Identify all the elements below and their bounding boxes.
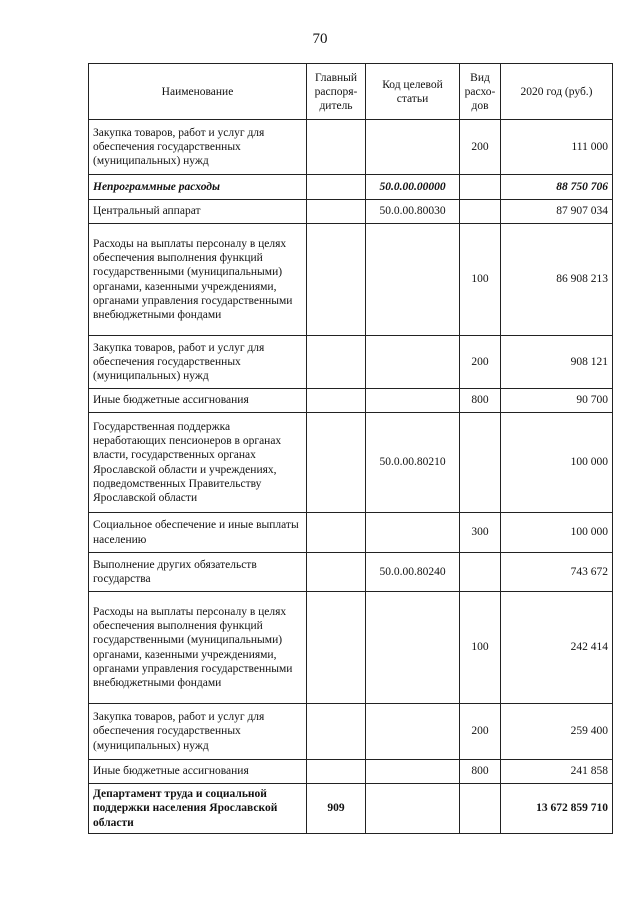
- row-admin: 909: [307, 784, 366, 834]
- row-admin: [307, 200, 366, 224]
- row-name: Социальное обеспечение и иные выплаты населению: [89, 513, 307, 553]
- row-code: [366, 592, 460, 704]
- row-admin: [307, 224, 366, 336]
- row-name: Департамент труда и социальной поддержки населения Ярославской области: [89, 784, 307, 834]
- row-name: Иные бюджетные ассигнования: [89, 389, 307, 413]
- row-name: Расходы на выплаты персоналу в целях обеспечения выполнения функций государственными (муниципальными) органами, казенными учреждениями, органами управления государственными внебюджетными фондами: [89, 592, 307, 704]
- row-amount: 86 908 213: [501, 224, 613, 336]
- table-row: [89, 336, 613, 389]
- row-expense-type: [460, 200, 501, 224]
- row-name: Закупка товаров, работ и услуг для обеспечения государственных (муниципальных) нужд: [89, 704, 307, 760]
- row-admin: [307, 120, 366, 175]
- row-expense-type: 200: [460, 336, 501, 389]
- header-code: Код целевой статьи: [366, 64, 460, 120]
- table-row: [89, 704, 613, 760]
- row-name: Закупка товаров, работ и услуг для обеспечения государственных (муниципальных) нужд: [89, 120, 307, 175]
- row-expense-type: 800: [460, 760, 501, 784]
- row-expense-type: [460, 175, 501, 200]
- row-name: Центральный аппарат: [89, 200, 307, 224]
- row-amount: 87 907 034: [501, 200, 613, 224]
- row-amount: 241 858: [501, 760, 613, 784]
- row-expense-type: 200: [460, 704, 501, 760]
- row-expense-type: 800: [460, 389, 501, 413]
- table-row: [89, 224, 613, 336]
- row-admin: [307, 553, 366, 592]
- row-admin: [307, 760, 366, 784]
- row-admin: [307, 513, 366, 553]
- row-admin: [307, 704, 366, 760]
- row-admin: [307, 175, 366, 200]
- row-amount: 100 000: [501, 513, 613, 553]
- row-expense-type: 200: [460, 120, 501, 175]
- table-row: [89, 389, 613, 413]
- header-amount: 2020 год (руб.): [501, 64, 613, 120]
- row-admin: [307, 336, 366, 389]
- row-code: [366, 224, 460, 336]
- row-code: [366, 336, 460, 389]
- header-row: [89, 64, 613, 120]
- table-row: [89, 175, 613, 200]
- row-amount: 743 672: [501, 553, 613, 592]
- row-amount: 111 000: [501, 120, 613, 175]
- row-name: Расходы на выплаты персоналу в целях обеспечения выполнения функций государственными (муниципальными) органами, казенными учреждениями, органами управления государственными внебюджетными фондами: [89, 224, 307, 336]
- header-expense-type: Вид расхо- дов: [460, 64, 501, 120]
- row-name: Иные бюджетные ассигнования: [89, 760, 307, 784]
- row-amount: 100 000: [501, 413, 613, 513]
- row-amount: 908 121: [501, 336, 613, 389]
- row-code: [366, 760, 460, 784]
- budget-table: [88, 63, 613, 834]
- row-name: Государственная поддержка неработающих пенсионеров в органах власти, государственных органах Ярославской области и учреждениях, подведомственных Правительству Ярославской области: [89, 413, 307, 513]
- row-code: [366, 513, 460, 553]
- row-code: [366, 120, 460, 175]
- row-name: Закупка товаров, работ и услуг для обеспечения государственных (муниципальных) нужд: [89, 336, 307, 389]
- table-row: [89, 592, 613, 704]
- row-code: 50.0.00.00000: [366, 175, 460, 200]
- table-row: [89, 413, 613, 513]
- row-code: [366, 389, 460, 413]
- row-name: Непрограммные расходы: [89, 175, 307, 200]
- row-expense-type: [460, 413, 501, 513]
- row-admin: [307, 413, 366, 513]
- row-code: 50.0.00.80240: [366, 553, 460, 592]
- table-row: [89, 784, 613, 834]
- row-amount: 90 700: [501, 389, 613, 413]
- row-code: 50.0.00.80030: [366, 200, 460, 224]
- row-code: 50.0.00.80210: [366, 413, 460, 513]
- row-amount: 13 672 859 710: [501, 784, 613, 834]
- table-row: [89, 760, 613, 784]
- row-amount: 88 750 706: [501, 175, 613, 200]
- row-expense-type: [460, 784, 501, 834]
- row-expense-type: 100: [460, 224, 501, 336]
- row-admin: [307, 389, 366, 413]
- table-row: [89, 513, 613, 553]
- table-row: [89, 200, 613, 224]
- row-expense-type: 300: [460, 513, 501, 553]
- page-number: 70: [312, 31, 328, 47]
- header-admin: Главный распоря- дитель: [307, 64, 366, 120]
- row-amount: 242 414: [501, 592, 613, 704]
- row-code: [366, 704, 460, 760]
- header-name: Наименование: [89, 64, 307, 120]
- row-admin: [307, 592, 366, 704]
- table-row: [89, 553, 613, 592]
- row-expense-type: [460, 553, 501, 592]
- table-row: [89, 120, 613, 175]
- row-name: Выполнение других обязательств государства: [89, 553, 307, 592]
- row-code: [366, 784, 460, 834]
- row-amount: 259 400: [501, 704, 613, 760]
- row-expense-type: 100: [460, 592, 501, 704]
